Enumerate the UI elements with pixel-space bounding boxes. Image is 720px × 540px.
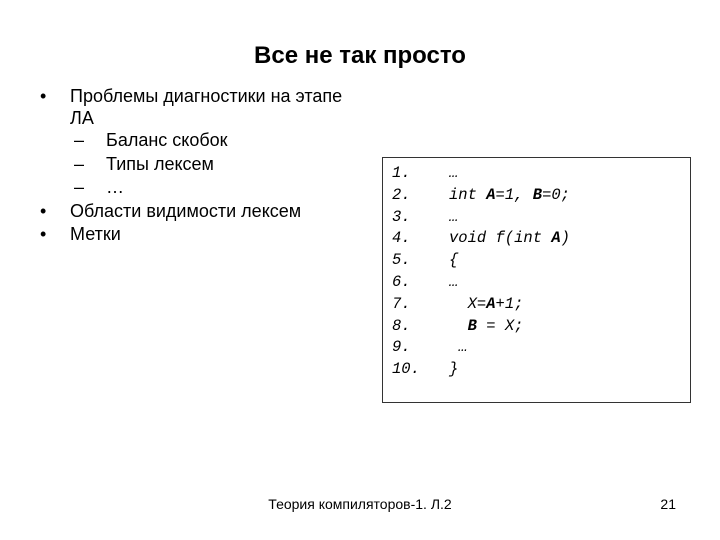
code-text	[449, 336, 468, 358]
sub-bullet-text: Типы лексем	[106, 153, 214, 174]
code-fragment: {	[449, 251, 459, 270]
code-fragment: X=	[449, 294, 487, 313]
code-text	[449, 227, 570, 249]
slide-title: Все не так просто	[254, 42, 466, 69]
slide-footer: Теория компиляторов-1. Л.2	[268, 496, 452, 512]
code-text	[449, 206, 458, 228]
code-fragment: void f(int	[449, 229, 552, 248]
bullet-item	[40, 86, 360, 129]
code-text	[449, 162, 458, 184]
bullet-list	[40, 86, 360, 246]
line-number: 9.	[392, 338, 411, 357]
bullet-mark: •	[40, 200, 47, 221]
code-fragment: =0;	[542, 185, 570, 204]
code-listing	[382, 157, 691, 403]
code-fragment	[449, 317, 468, 335]
line-number: 10.	[392, 360, 420, 379]
bullet-item	[40, 201, 360, 223]
code-identifier: B	[532, 185, 543, 204]
line-number: 3.	[392, 207, 411, 226]
sub-bullet-item	[40, 154, 360, 176]
line-number: 6.	[392, 273, 411, 291]
code-text	[449, 271, 458, 293]
line-number: 7.	[392, 294, 411, 313]
line-number: 2.	[392, 185, 411, 204]
page-number: 21	[660, 496, 676, 512]
dash-mark: –	[74, 177, 85, 198]
line-number: 8.	[392, 316, 411, 335]
code-text	[449, 249, 458, 271]
code-fragment: =1,	[495, 185, 533, 204]
bullet-text: Проблемы диагностики на этапе ЛА	[70, 86, 343, 128]
code-text	[449, 315, 523, 337]
code-fragment: …	[449, 207, 459, 226]
code-fragment: = X;	[476, 316, 524, 335]
line-number: 4.	[392, 229, 411, 248]
code-fragment: +1;	[495, 294, 524, 313]
dash-mark: –	[74, 153, 85, 174]
code-text	[449, 293, 523, 315]
code-fragment: }	[449, 360, 459, 379]
sub-bullet-item	[40, 130, 360, 152]
sub-bullet-item	[40, 177, 360, 199]
code-fragment: …	[449, 338, 468, 357]
code-identifier: B	[467, 316, 477, 335]
bullet-text: Метки	[70, 223, 121, 244]
sub-bullet-text: Баланс скобок	[106, 130, 228, 151]
line-number: 5.	[392, 251, 411, 270]
code-identifier: A	[486, 294, 496, 313]
code-fragment: …	[449, 164, 459, 182]
bullet-text: Области видимости лексем	[70, 200, 302, 221]
code-identifier: A	[486, 185, 496, 204]
code-text	[449, 358, 458, 380]
code-text	[449, 184, 570, 206]
code-fragment: …	[449, 273, 459, 291]
bullet-mark: •	[40, 223, 47, 244]
code-identifier: A	[551, 229, 561, 248]
bullet-mark: •	[40, 86, 47, 106]
code-fragment: )	[560, 229, 570, 248]
dash-mark: –	[74, 130, 85, 151]
sub-bullet-text: …	[106, 177, 124, 198]
code-fragment: int	[449, 185, 487, 204]
line-number: 1.	[392, 164, 411, 182]
bullet-item	[40, 224, 360, 246]
